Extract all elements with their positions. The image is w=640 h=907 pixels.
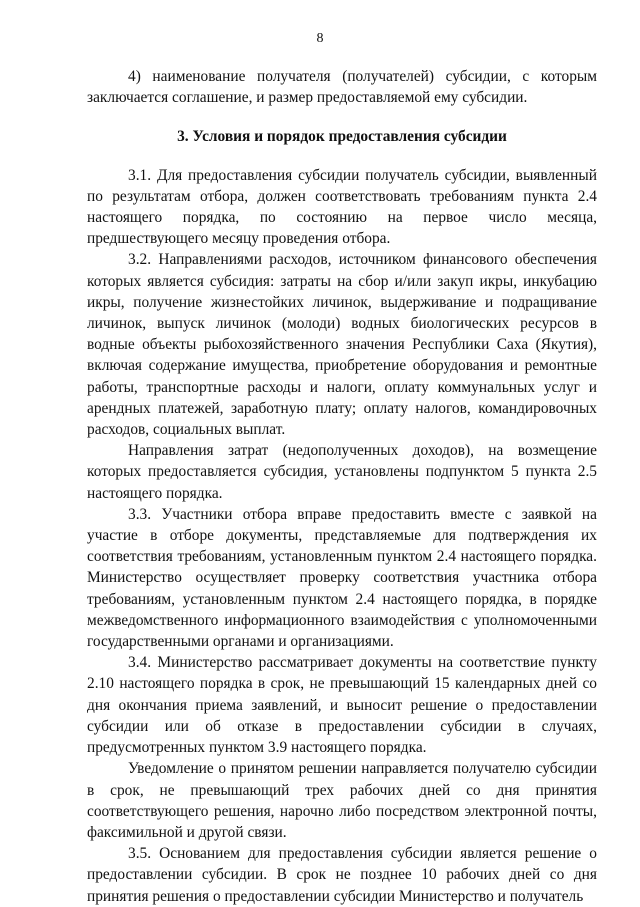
paragraph-3-3: 3.3. Участники отбора вправе предоставить вместе с заявкой на участие в отборе документы, представляемые для подтверждения их соответствия требованиям, установленным пунктом 2.4 настоящего порядка. Министерство осуществляет проверку соответствия участника отбора требованиям, установленным пунктом 2.4 настоящего порядка, в порядке межведомственного информационного взаимодействия с уполномоченными государственными органами и организациями.: [87, 505, 597, 651]
page-number: 8: [316, 31, 324, 46]
section-heading: 3. Условия и порядок предоставления субсидии: [177, 128, 507, 146]
document-body: [87, 66, 597, 907]
paragraph-item-4: 4) наименование получателя (получателей) субсидии, с которым заключается соглашение, и размер предоставляемой ему субсидии.: [87, 68, 597, 107]
paragraph-3-5: 3.5. Основанием для предоставления субсидии является решение о предоставлении субсидии. В срок не позднее 10 рабочих дней со дня принятия решения о предоставлении субсидии Министерство и получатель: [87, 845, 597, 905]
paragraph-cost-directions: Направления затрат (недополученных доходов), на возмещение которых предоставляется субсидия, установлены подпунктом 5 пункта 2.5 настоящего порядка.: [87, 442, 597, 502]
paragraph-3-2: 3.2. Направлениями расходов, источником финансового обеспечения которых является субсидия: затраты на сбор и/или закуп икры, инкубацию икры, получение жизнестойких личинок, выдерживание и подращивание личинок, выпуск личинок (молоди) водных биологических ресурсов в водные объекты рыбохозяйственного значения Республики Саха (Якутия), включая содержание имущества, приобретение оборудования и ремонтные работы, транспортные расходы и налоги, оплату коммунальных услуг и арендных платежей, заработную плату; оплату налогов, командировочных расходов, социальных выплат.: [87, 251, 597, 439]
paragraph-3-1: 3.1. Для предоставления субсидии получатель субсидии, выявленный по результатам отбора, должен соответствовать требованиям пункта 2.4 настоящего порядка, по состоянию на первое число месяца, предшествующего месяцу проведения отбора.: [87, 166, 597, 248]
paragraph-notification: Уведомление о принятом решении направляется получателю субсидии в срок, не превышающий трех рабочих дней со дня принятия соответствующего решения, нарочно либо посредством электронной почты, факсимильной и другой связи.: [87, 760, 597, 841]
paragraph-3-4: 3.4. Министерство рассматривает документы на соответствие пункту 2.10 настоящего порядка в срок, не превышающий 15 календарных дней со дня окончания приема заявлений, и выносит решение о предоставлении субсидии или об отказе в предоставлении субсидии в случаях, предусмотренных пунктом 3.9 настоящего порядка.: [87, 654, 597, 757]
